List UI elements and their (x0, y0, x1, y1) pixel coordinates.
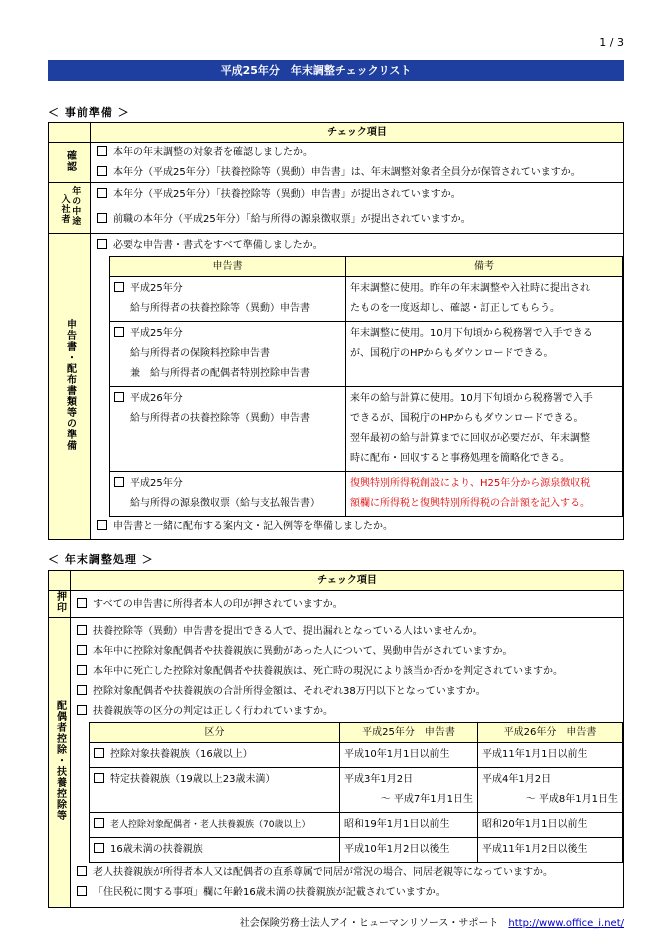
checkbox[interactable] (94, 773, 104, 783)
checklist-item[interactable]: 本年分（平成25年分）「扶養控除等（異動）申告書」が提出されていますか。 (91, 183, 624, 206)
page-title (48, 60, 624, 81)
note-line: たものを一度返却し、確認・訂正してもらう。 (350, 303, 560, 314)
col-form: 申告書 (110, 257, 346, 277)
checkbox[interactable] (77, 685, 87, 695)
checkbox[interactable] (97, 166, 107, 176)
checklist-item[interactable]: すべての申告書に所得者本人の印が押されていますか。 (71, 591, 624, 618)
category-cell[interactable]: 特定扶養親族（19歳以上23歳未満） (90, 768, 340, 813)
col-note: 備考 (346, 257, 623, 277)
form-row (110, 387, 623, 472)
page-title-text: 平成25年分 年末調整チェックリスト (220, 63, 412, 77)
checkbox[interactable] (94, 748, 104, 758)
dependent-category-table (89, 722, 623, 863)
checklist-item[interactable]: 老人扶養親族が所得者本人又は配偶者の直系尊属で同居が常況の場合、同居老親等になっていますか。 (77, 863, 617, 883)
note-line-red: 額欄に所得税と復興特別所得税の合計額を記入する。 (350, 498, 590, 509)
h26-cell: 平成11年1月1日以前生 (478, 743, 623, 768)
checkbox[interactable] (77, 645, 87, 655)
blank-header-cell (49, 571, 71, 591)
page-number: 1 / 3 (599, 36, 624, 49)
h26-cell: 昭和20年1月1日以前生 (478, 813, 623, 838)
checklist-item[interactable]: 申告書と一緒に配布する案内文・記入例等を準備しましたか。 (97, 517, 617, 537)
checkbox[interactable] (97, 146, 107, 156)
form-line: 給与所得者の保険料控除申告書 (130, 348, 270, 359)
table-row (90, 838, 623, 863)
checklist-item[interactable]: 本年中に控除対象配偶者や扶養親族に異動があった人について、異動申告がされていますか。 (77, 642, 617, 662)
checkbox[interactable] (77, 886, 87, 896)
h25-cell: 平成3年1月2日 ～ 平成7年1月1日生 (340, 768, 478, 813)
checkbox[interactable] (114, 327, 124, 337)
checkbox[interactable] (77, 625, 87, 635)
checklist-item[interactable]: 扶養控除等（異動）申告書を提出できる人で、提出漏れとなっている人はいませんか。 (77, 622, 617, 642)
group-label-dependents: 配偶者控除・扶養控除等 (49, 618, 71, 908)
table-row (90, 768, 623, 813)
form-row (110, 322, 623, 387)
form-checkitem[interactable]: 平成25年分 (114, 474, 341, 494)
h25-cell: 平成10年1月2日以後生 (340, 838, 478, 863)
group-label-confirm: 確認 (49, 143, 91, 183)
table-row (90, 813, 623, 838)
checkbox[interactable] (97, 188, 107, 198)
checklist-item[interactable]: 扶養親族等の区分の判定は正しく行われていますか。 (77, 702, 617, 722)
form-row (110, 277, 623, 322)
note-line: 翌年最初の給与計算までに回収が必要だが、年末調整 (350, 433, 590, 444)
checklist-item[interactable]: 必要な申告書・書式をすべて準備しましたか。 (97, 236, 617, 256)
note-line: できるが、国税庁のHPからもダウンロードできる。 (350, 413, 584, 424)
check-header: チェック項目 (71, 571, 624, 591)
form-row (110, 472, 623, 517)
checkbox[interactable] (114, 392, 124, 402)
checkbox[interactable] (97, 520, 107, 530)
checklist-item[interactable]: 前職の本年分（平成25年分）「給与所得の源泉徴収票」が提出されていますか。 (91, 206, 624, 234)
form-line: 給与所得者の扶養控除等（異動）申告書 (130, 413, 310, 424)
table-row (90, 743, 623, 768)
h25-cell: 平成10年1月1日以前生 (340, 743, 478, 768)
checkbox[interactable] (77, 598, 87, 608)
checkbox[interactable] (114, 477, 124, 487)
group-label-seal: 押印 (49, 591, 71, 618)
group-label-forms: 申告書・配布書類等の準備 (49, 234, 91, 540)
form-line: 給与所得者の扶養控除等（異動）申告書 (130, 303, 310, 314)
category-cell[interactable]: 16歳未満の扶養親族 (90, 838, 340, 863)
checkbox[interactable] (94, 818, 104, 828)
form-line: 兼 給与所得者の配偶者特別控除申告書 (130, 368, 310, 379)
checkbox[interactable] (97, 239, 107, 249)
form-checkitem[interactable]: 平成25年分 (114, 324, 341, 344)
check-header: チェック項目 (91, 123, 624, 143)
checklist-item[interactable]: 本年分（平成25年分）「扶養控除等（異動）申告書」は、年末調整対象者全員分が保管されていますか。 (91, 163, 624, 183)
form-checkitem[interactable]: 平成26年分 (114, 389, 341, 409)
footer-company: 社会保険労務士法人アイ・ヒューマンリソース・サポート (239, 918, 499, 929)
category-cell[interactable]: 老人控除対象配偶者・老人扶養親族（70歳以上） (90, 813, 340, 838)
footer (240, 918, 624, 930)
h25-cell: 昭和19年1月1日以前生 (340, 813, 478, 838)
h26-cell: 平成11年1月2日以後生 (478, 838, 623, 863)
note-line: 来年の給与計算に使用。10月下旬頃から税務署で入手 (350, 393, 593, 404)
preparation-checklist-table (48, 122, 624, 540)
checkbox[interactable] (97, 213, 107, 223)
h26-cell: 平成4年1月2日 ～ 平成8年1月1日生 (478, 768, 623, 813)
category-cell[interactable]: 控除対象扶養親族（16歳以上） (90, 743, 340, 768)
dependents-cell (71, 618, 624, 908)
col-category: 区分 (90, 723, 340, 743)
note-line: 年末調整に使用。10月下旬頃から税務署で入手できる (350, 328, 593, 339)
form-line: 給与所得の源泉徴収票（給与支払報告書） (130, 498, 320, 509)
checkbox[interactable] (94, 843, 104, 853)
group-label-midyear: 入社者年の中途 (49, 183, 91, 234)
col-h26: 平成26年分 申告書 (478, 723, 623, 743)
note-line: 時に配布・回収すると事務処理を簡略化できる。 (350, 453, 570, 464)
forms-table (109, 256, 623, 517)
section-heading-processing: ＜ 年末調整処理 ＞ (48, 553, 154, 566)
blank-header-cell (49, 123, 91, 143)
checklist-item[interactable]: 「住民税に関する事項」欄に年齢16歳未満の扶養親族が記載されていますか。 (77, 883, 617, 903)
footer-url-link[interactable]: http://www.office_i.net/ (508, 918, 624, 929)
forms-cell (91, 234, 624, 540)
note-line-red: 復興特別所得税創設により、H25年分から源泉徴収税 (350, 478, 591, 489)
checklist-item[interactable]: 控除対象配偶者や扶養親族の合計所得金額は、それぞれ38万円以下となっていますか。 (77, 682, 617, 702)
checkbox[interactable] (77, 705, 87, 715)
checkbox[interactable] (77, 866, 87, 876)
note-line: が、国税庁のHPからもダウンロードできる。 (350, 348, 554, 359)
checklist-item[interactable]: 本年の年末調整の対象者を確認しましたか。 (91, 143, 624, 163)
form-checkitem[interactable]: 平成25年分 (114, 279, 341, 299)
note-line: 年末調整に使用。昨年の年末調整や入社時に提出され (350, 283, 590, 294)
col-h25: 平成25年分 申告書 (340, 723, 478, 743)
checkbox[interactable] (114, 282, 124, 292)
section-heading-preparation: ＜ 事前準備 ＞ (48, 106, 130, 119)
checkbox[interactable] (77, 665, 87, 675)
processing-checklist-table (48, 570, 624, 908)
checklist-item[interactable]: 本年中に死亡した控除対象配偶者や扶養親族は、死亡時の現況により該当か否かを判定されていますか。 (77, 662, 617, 682)
